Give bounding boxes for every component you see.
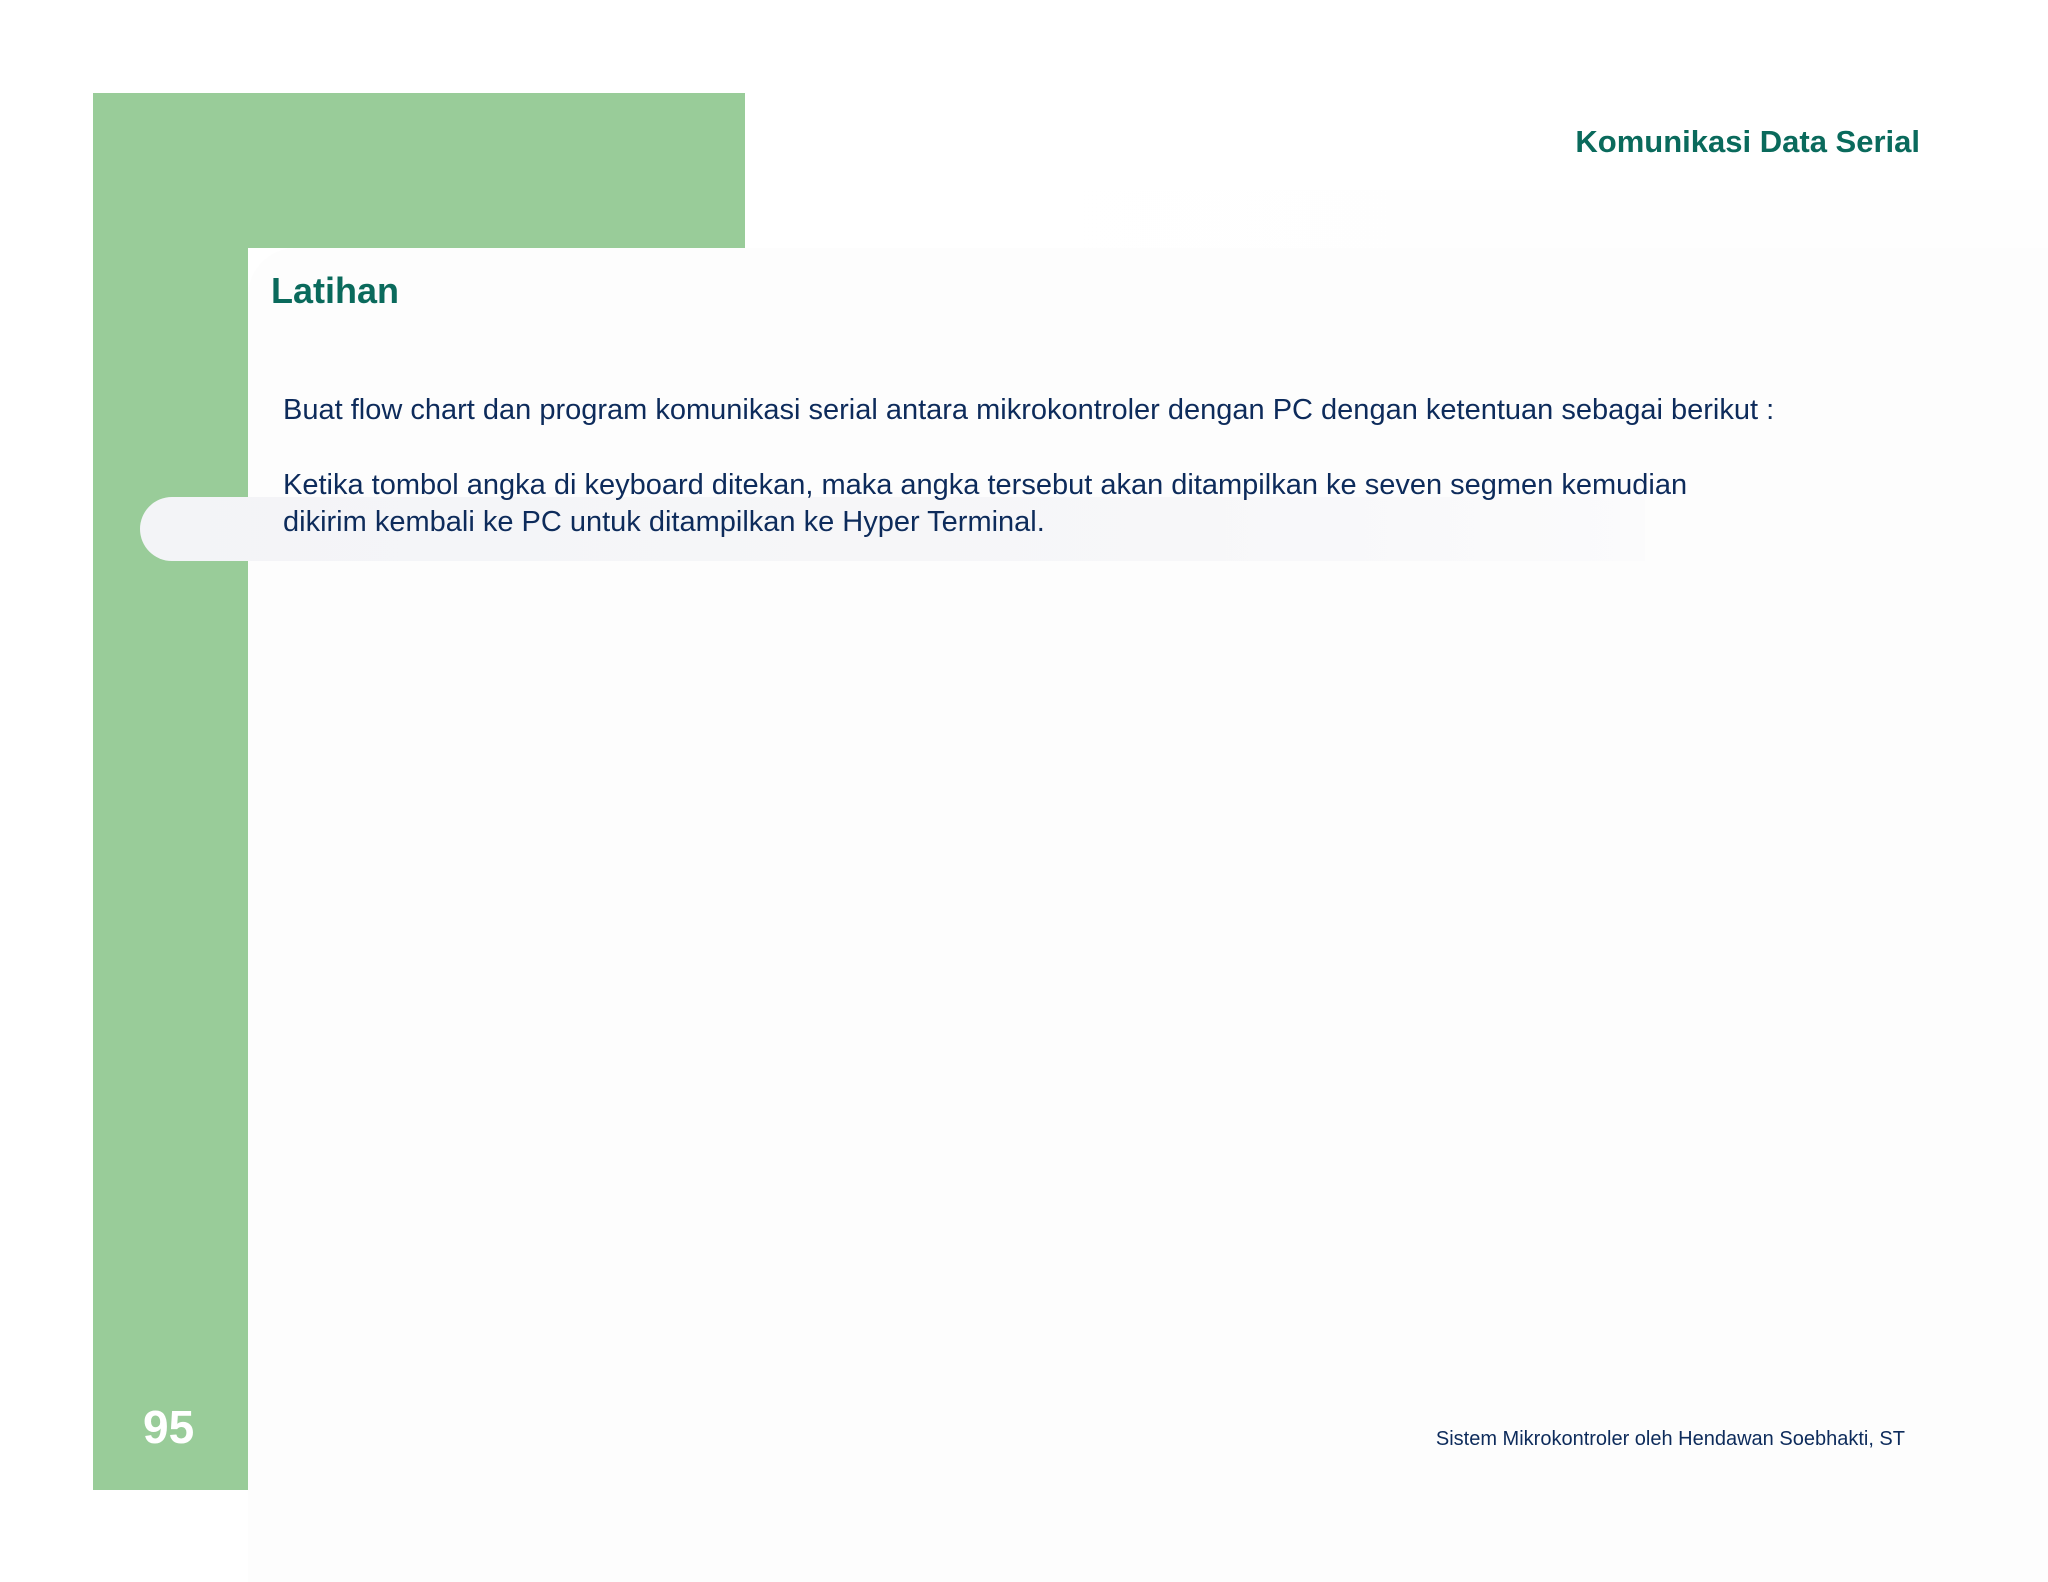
section-title: Latihan xyxy=(271,270,400,311)
slide-header-title: Komunikasi Data Serial xyxy=(1575,124,1920,159)
task-paragraph xyxy=(283,467,1903,541)
green-sidebar-frame xyxy=(93,93,248,1490)
instruction-paragraph: Buat flow chart dan program komunikasi serial antara mikrokontroler dengan PC dengan ketentuan sebagai berikut : xyxy=(283,394,1775,426)
green-top-frame xyxy=(93,93,745,248)
content-panel-top-strip xyxy=(745,190,2048,248)
task-paragraph-line-2: dikirim kembali ke PC untuk ditampilkan ke Hyper Terminal. xyxy=(283,506,1045,538)
page-number: 95 xyxy=(143,1401,195,1453)
content-panel xyxy=(248,248,2048,1582)
footer-credit: Sistem Mikrokontroler oleh Hendawan Soebhakti, ST xyxy=(1435,1428,1905,1450)
task-paragraph-line-1: Ketika tombol angka di keyboard ditekan, maka angka tersebut akan ditampilkan ke seven segmen kemudian xyxy=(283,469,1688,501)
